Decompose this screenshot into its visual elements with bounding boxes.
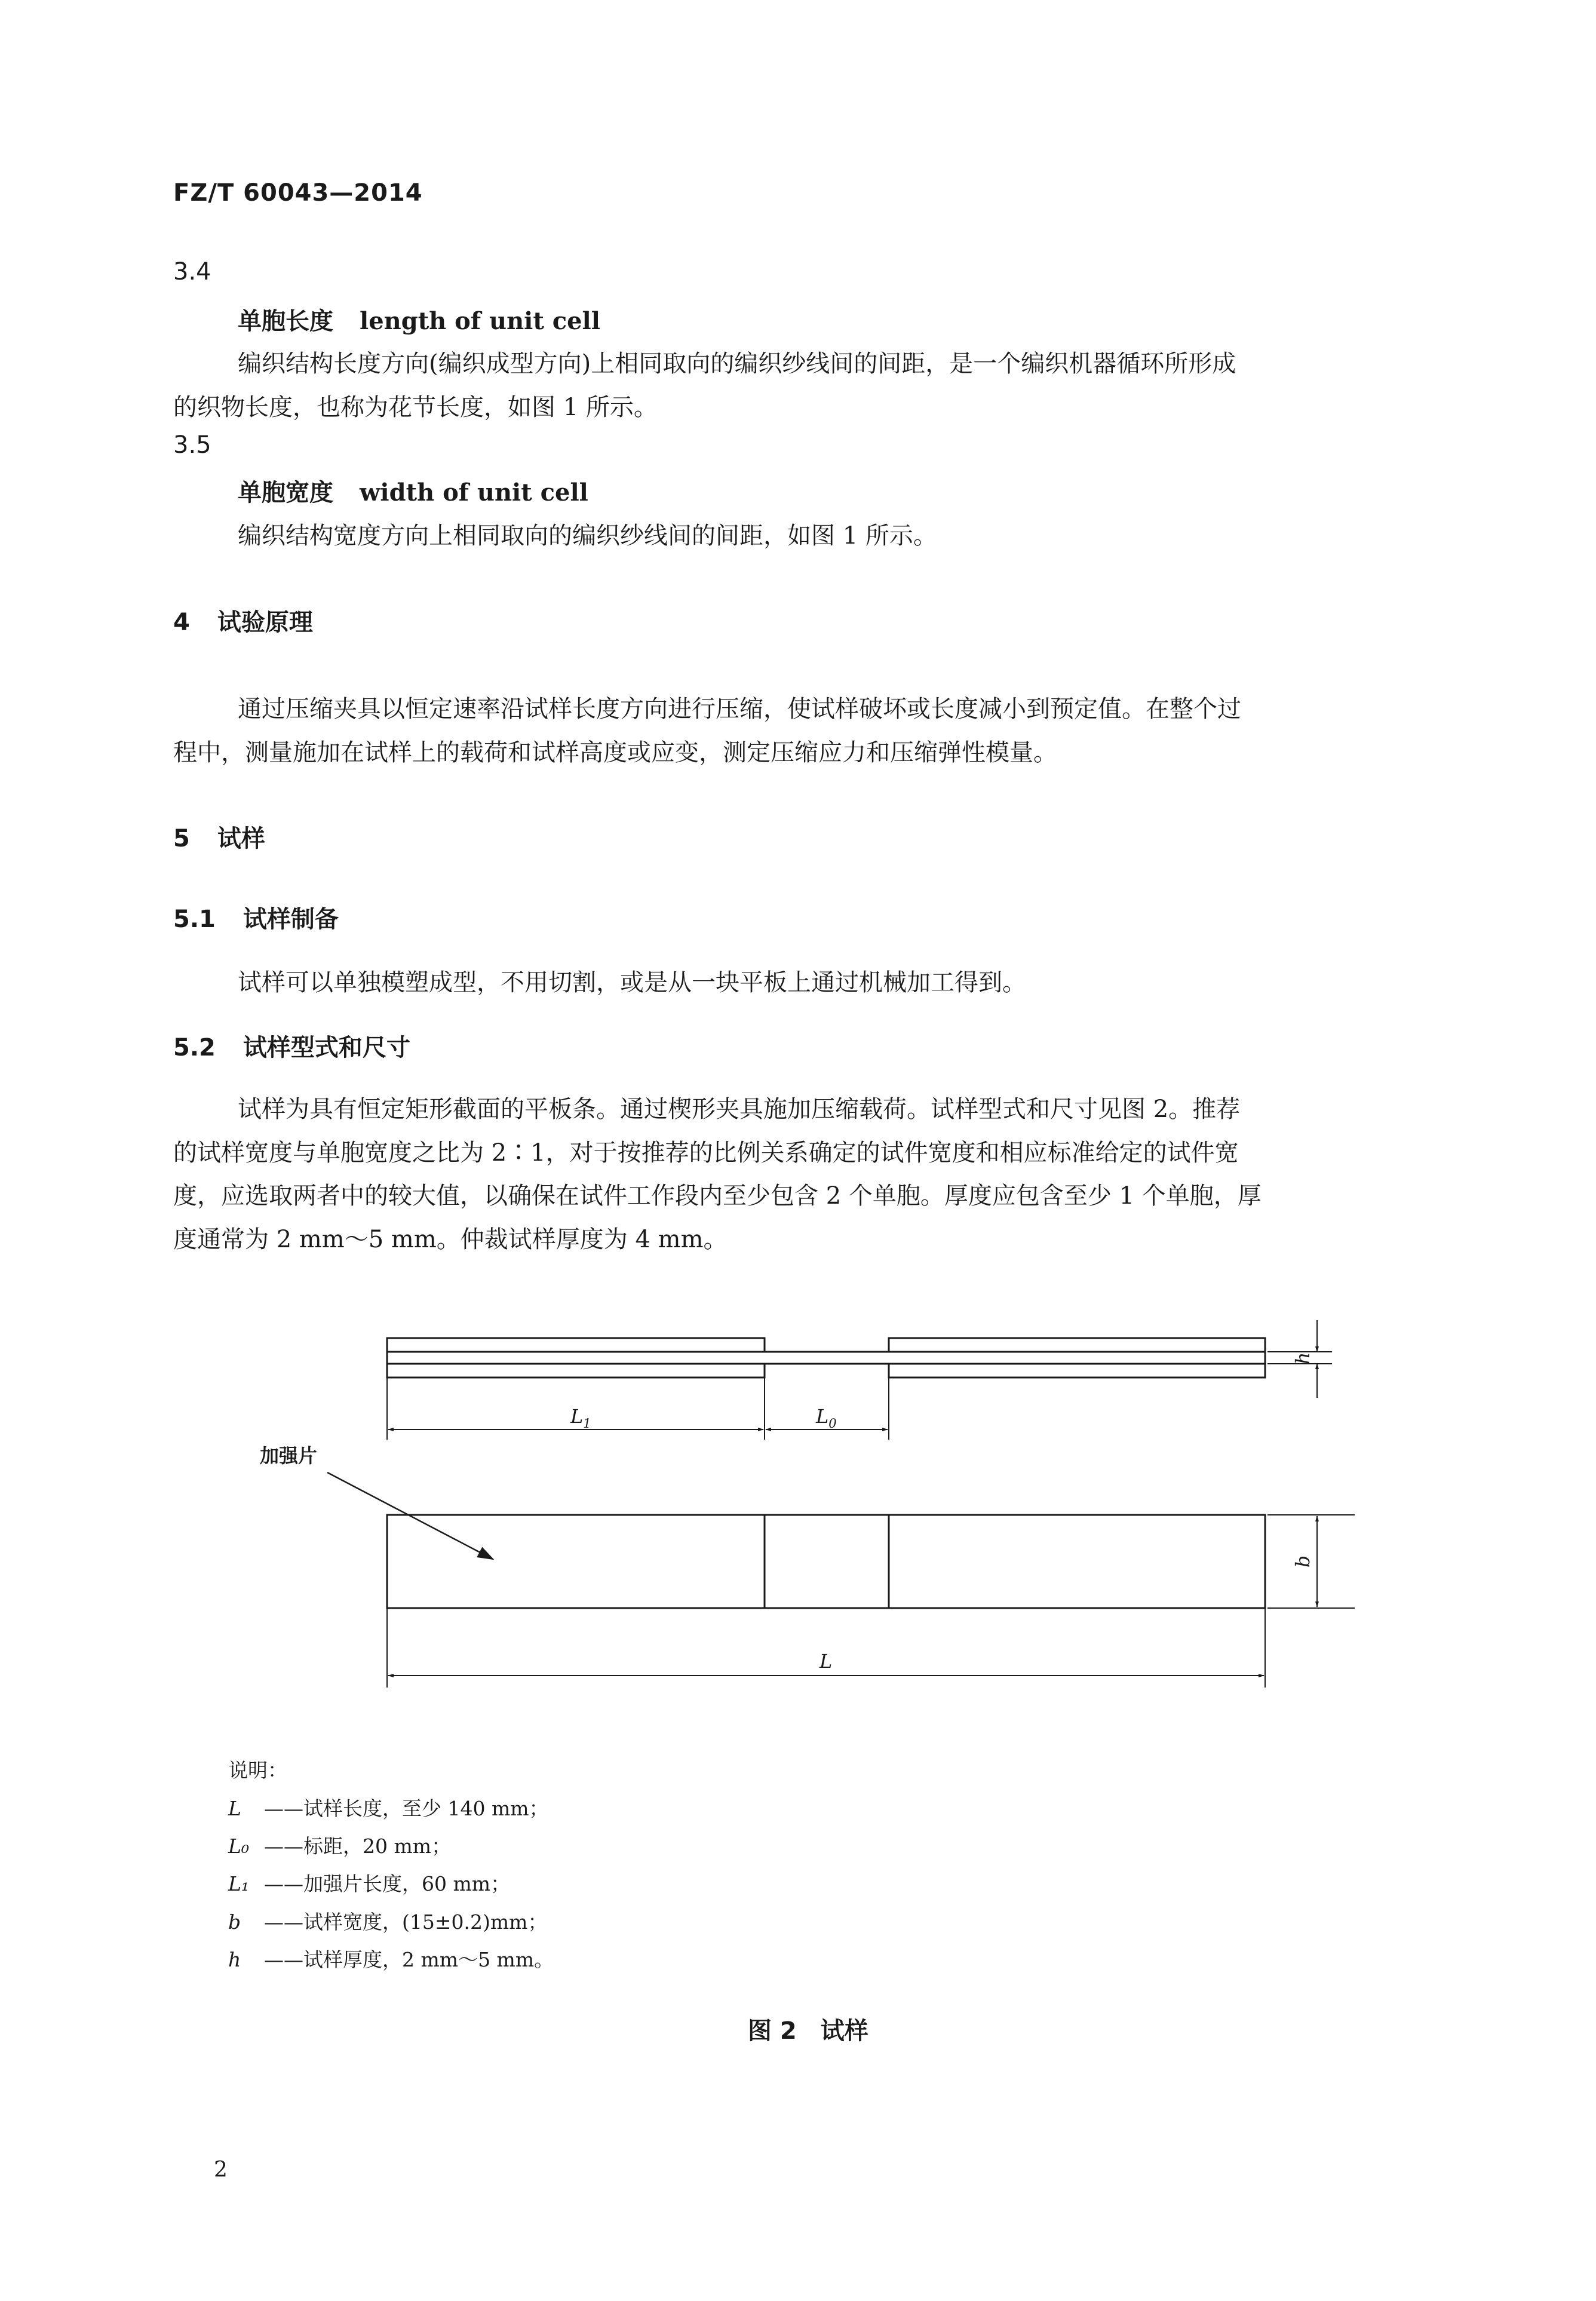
legend-symbol: L xyxy=(228,1797,241,1820)
term-en: length of unit cell xyxy=(360,307,600,335)
dim-label-h: h xyxy=(1291,1352,1314,1365)
section-title: 试样 xyxy=(217,825,265,852)
section-5-2-line4: 度通常为 2 mm～5 mm。仲裁试样厚度为 4 mm。 xyxy=(173,1226,728,1253)
term-cn: 单胞长度 xyxy=(238,308,333,335)
tab-label: 加强片 xyxy=(260,1444,318,1467)
dim-label-L0: $L_0$ xyxy=(816,1405,837,1431)
definition-3-5-line1: 编织结构宽度方向上相同取向的编织纱线间的间距，如图 1 所示。 xyxy=(238,522,937,550)
section-title: 试样制备 xyxy=(243,906,339,933)
legend-desc: ——标距，20 mm； xyxy=(264,1834,452,1858)
legend-desc: ——试样厚度，2 mm～5 mm。 xyxy=(264,1948,554,1971)
page-number: 2 xyxy=(214,2158,228,2182)
dim-label-L: L xyxy=(820,1650,833,1673)
section-number: 4 xyxy=(173,609,190,636)
legend-item-h xyxy=(228,1944,554,1972)
section-3-5-number: 3.5 xyxy=(173,431,211,459)
legend-desc: ——试样宽度，(15±0.2)mm； xyxy=(264,1910,548,1934)
legend-item-L xyxy=(228,1793,549,1821)
legend-item-b xyxy=(228,1907,547,1935)
section-4-line2: 程中，测量施加在试样上的载荷和试样高度或应变，测定压缩应力和压缩弹性模量。 xyxy=(173,739,1057,766)
definition-3-4-line2: 的织物长度，也称为花节长度，如图 1 所示。 xyxy=(173,394,658,421)
section-5-2-line3: 度，应选取两者中的较大值，以确保在试件工作段内至少包含 2 个单胞。厚度应包含至少 1 个单胞，厚 xyxy=(173,1182,1262,1210)
legend-symbol: L₀ xyxy=(228,1834,250,1858)
side-view-tab-bottom-left xyxy=(387,1364,765,1377)
definition-3-4-line1: 编织结构长度方向(编织成型方向)上相同取向的编织纱线间的间距，是一个编织机器循环所形成 xyxy=(238,350,1236,378)
side-view-tab-top-right xyxy=(889,1338,1265,1352)
figure-caption xyxy=(748,2012,868,2046)
legend-title: 说明： xyxy=(228,1759,287,1782)
section-number: 5.1 xyxy=(173,906,216,933)
legend-item-L0 xyxy=(228,1831,451,1859)
section-3-4-number: 3.4 xyxy=(173,258,211,286)
legend-symbol: L₁ xyxy=(228,1872,250,1895)
section-number: 5 xyxy=(173,825,190,852)
term-cn: 单胞宽度 xyxy=(238,479,333,507)
caption-title: 试样 xyxy=(820,2017,868,2045)
dim-label-L1: $L_1$ xyxy=(570,1405,591,1431)
section-title: 试样型式和尺寸 xyxy=(243,1034,410,1061)
section-title: 试验原理 xyxy=(217,609,313,636)
caption-number: 图 2 xyxy=(748,2017,797,2045)
section-4-line1: 通过压缩夹具以恒定速率沿试样长度方向进行压缩，使试样破坏或长度减小到预定值。在整个过 xyxy=(238,695,1241,723)
side-view-tab-bottom-right xyxy=(889,1364,1265,1377)
top-view-specimen xyxy=(387,1515,1265,1608)
dim-label-b: b xyxy=(1291,1555,1314,1568)
legend-item-L1 xyxy=(228,1869,510,1897)
legend-symbol: h xyxy=(228,1948,241,1971)
section-5-1-line1: 试样可以单独模塑成型，不用切割，或是从一块平板上通过机械加工得到。 xyxy=(238,969,1026,996)
side-view-specimen-strip xyxy=(387,1352,1265,1364)
section-5-2-line2: 的试样宽度与单胞宽度之比为 2∶1，对于按推荐的比例关系确定的试件宽度和相应标准给定的试件宽 xyxy=(173,1139,1239,1167)
legend-symbol: b xyxy=(228,1910,241,1934)
section-number: 5.2 xyxy=(173,1034,216,1061)
standard-code: FZ/T 60043—2014 xyxy=(173,179,423,207)
section-5-2-line1: 试样为具有恒定矩形截面的平板条。通过楔形夹具施加压缩载荷。试样型式和尺寸见图 2。推荐 xyxy=(238,1096,1241,1123)
term-en: width of unit cell xyxy=(360,478,588,507)
legend-desc: ——试样长度，至少 140 mm； xyxy=(264,1797,549,1820)
side-view-tab-top-left xyxy=(387,1338,765,1352)
legend-desc: ——加强片长度，60 mm； xyxy=(264,1872,511,1895)
